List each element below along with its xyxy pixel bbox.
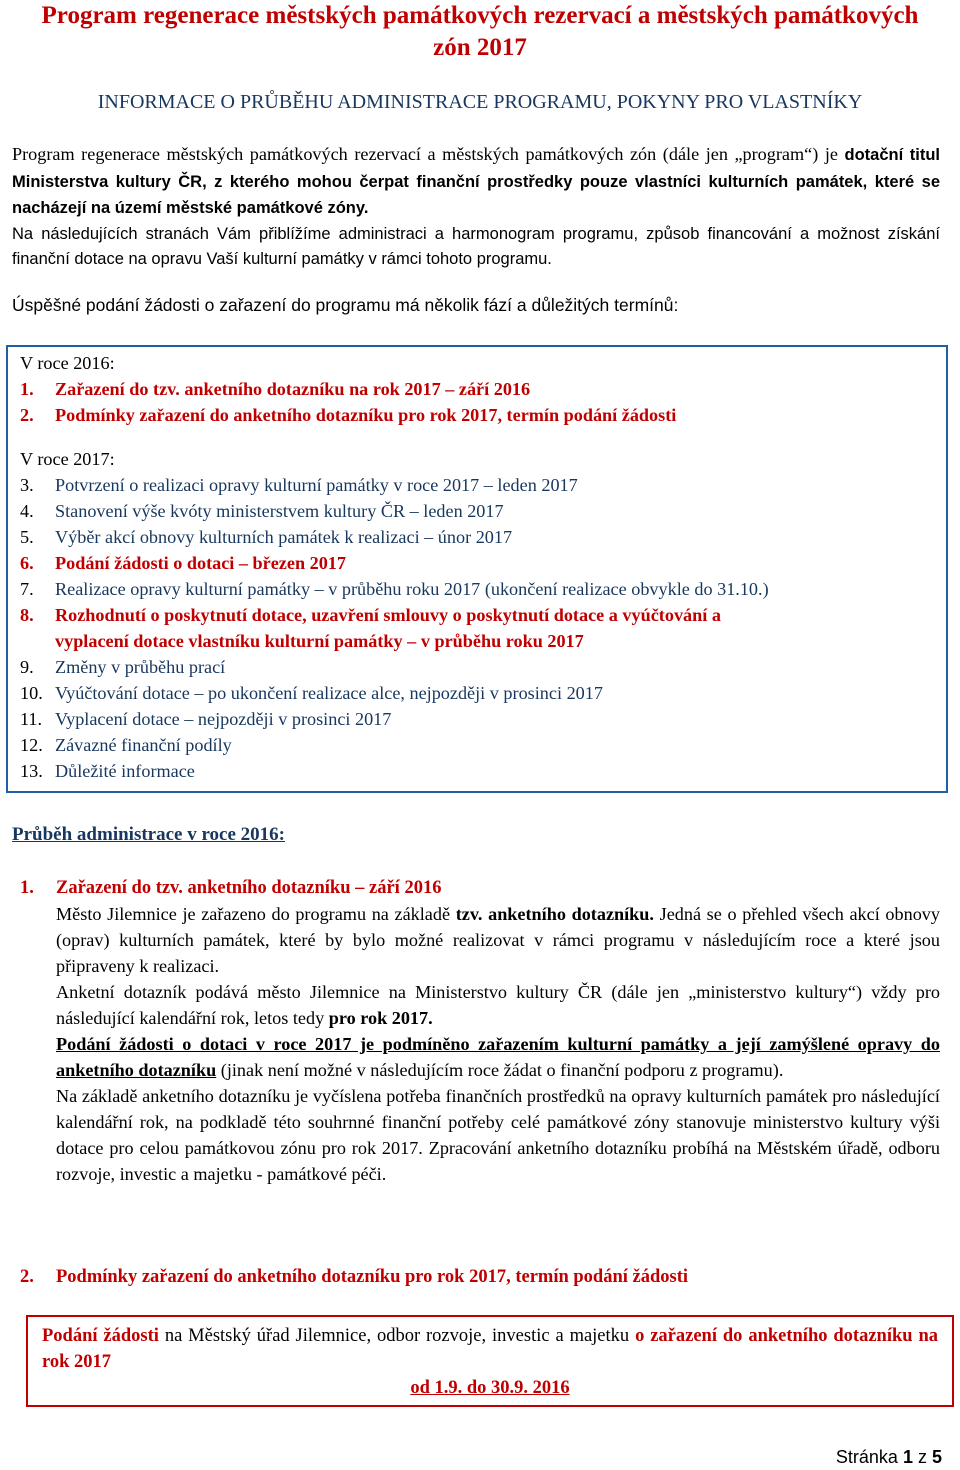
page-title: Program regenerace městských památkových rezervací a městských památkových zón 2017 <box>41 2 919 61</box>
list-item: 10. Vyúčtování dotace – po ukončení realizace alce, nejpozději v prosinci 2017 <box>20 683 603 703</box>
item-2-heading <box>20 1264 688 1290</box>
intro-p2: Na následujících stranách Vám přiblížíme administraci a harmonogram programu, způsob financování a možnost získání finanční dotace na opravu Vaší kulturní památky v rámci tohoto programu. <box>12 224 940 268</box>
list-item-continued: vyplacení dotace vlastníku kulturní památky – v průběhu roku 2017 <box>55 631 584 651</box>
deadline-notice: Podání žádosti na Městský úřad Jilemnice, odbor rozvoje, investic a majetku o zařazení do anketního dotazníku na rok 2017 od 1.9. do 30.9. 2016 <box>26 1315 954 1407</box>
list-item: 9. Změny v průběhu prací <box>20 657 226 677</box>
item-2-title: Podmínky zařazení do anketního dotazníku pro rok 2017, termín podání žádosti <box>56 1267 688 1287</box>
intro-text <box>12 142 940 273</box>
list-item: 5. Výběr akcí obnovy kulturních památek k realizaci – únor 2017 <box>20 527 513 547</box>
list-item: 4. Stanovení výše kvóty ministerstvem kultury ČR – leden 2017 <box>20 501 504 521</box>
item-1-title: Zařazení do tzv. anketního dotazníku – září 2016 <box>56 878 442 898</box>
schedule-list <box>20 350 920 784</box>
list-item: 2. Podmínky zařazení do anketního dotazníku pro rok 2017, termín podání žádosti <box>20 405 677 425</box>
item-1-body: Město Jilemnice je zařazeno do programu na základě tzv. anketního dotazníku. Jedná se o přehled všech akcí obnovy (oprav) kulturních památek, které by bylo možné realizovat v rámci programu v následujícím roce a které jsou připraveny k realizaci. Anketní dotazník podává město Jilemnice na Ministerstvo kultury ČR (dále jen „ministerstvo kultury“) vždy pro následující kalendářní rok, letos tedy pro rok 2017. Podání žádosti o dotaci v roce 2017 je podmíněno zařazením kulturní památky a její zamýšlené opravy do anketního dotazníku (jinak není možné v následujícím roce žádat o finanční podporu z programu). Na základě anketního dotazníku je vyčíslena potřeba finančních prostředků na opravy kulturních památek pro následující kalendářní rok, na podkladě této souhrnné finanční potřeby celé památkové zóny stanovuje ministerstvo kultury výši dotace pro celou památkovou zónu pro rok 2017. Zpracování anketního dotazníku probíhá na Městském úřadě, odboru rozvoje, investic a majetku - památkové péči. <box>56 904 940 1184</box>
year-2016-label: V roce 2016: <box>20 353 115 373</box>
list-item: 6. Podání žádosti o dotaci – březen 2017 <box>20 553 346 573</box>
item-2-number: 2. <box>20 1267 34 1287</box>
list-item: 11. Vyplacení dotace – nejpozději v prosinci 2017 <box>20 709 392 729</box>
deadline-date: od 1.9. do 30.9. 2016 <box>410 1378 570 1398</box>
item-1-heading <box>20 875 441 901</box>
intro-p1-a: Program regenerace městských památkových rezervací a městských památkových zón (dále jen „program“) je <box>12 144 845 164</box>
list-item: 3. Potvrzení o realizaci opravy kulturní památky v roce 2017 – leden 2017 <box>20 475 578 495</box>
section-2016-heading: Průběh administrace v roce 2016: <box>12 824 285 845</box>
item-1-number: 1. <box>20 878 34 898</box>
list-item: 8. Rozhodnutí o poskytnutí dotace, uzavření smlouvy o poskytnutí dotace a vyúčtování a <box>20 605 721 625</box>
list-item: 12. Závazné finanční podíly <box>20 735 232 755</box>
year-2017-label: V roce 2017: <box>20 449 115 469</box>
intro-p1-b: dotační titul Ministerstva kultury ČR, z kterého mohou čerpat finanční prostředky pouze vlastníci kulturních památek, které se nacházejí na území městské památkové zóny. <box>12 146 940 217</box>
phases-intro: Úspěšné podání žádosti o zařazení do programu má několik fází a důležitých termínů: <box>12 295 679 315</box>
page-subtitle: INFORMACE O PRŮBĚHU ADMINISTRACE PROGRAMU, POKYNY PRO VLASTNÍKY <box>97 91 863 113</box>
list-item: 13. Důležité informace <box>20 761 195 781</box>
list-item: 1. Zařazení do tzv. anketního dotazníku na rok 2017 – září 2016 <box>20 379 531 399</box>
list-item: 7. Realizace opravy kulturní památky – v průběhu roku 2017 (ukončení realizace obvykle do 31.10.) <box>20 579 769 599</box>
page-footer: Stránka 1 z 5 <box>835 1447 942 1467</box>
